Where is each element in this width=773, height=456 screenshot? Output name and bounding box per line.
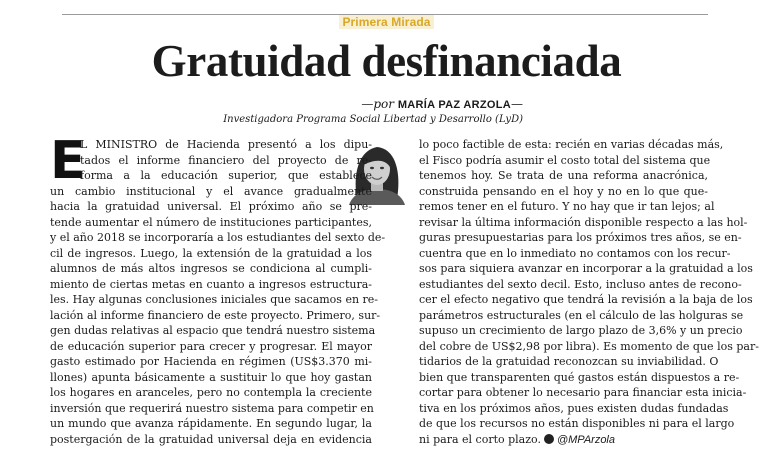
article-line: lación al informe financiero de este proyecto. Primero, sur-: [50, 308, 381, 322]
article-line: supuso un crecimiento de largo plazo de 3,6% y un precio: [419, 324, 743, 337]
article-line: estudiantes del sexto decil. Esto, incluso antes de recono-: [419, 277, 742, 291]
article-line: tiva en los próximos años, pues existen dudas fundadas: [419, 401, 729, 415]
article-line: gasto estimado por Hacienda en régimen (US$3.370 mi-: [50, 355, 372, 368]
article-line: inversión que requerirá nuestro sistema para competir en: [50, 401, 374, 415]
headline: Gratuidad desfinanciada: [151, 36, 622, 86]
byline-prefix: —por: [361, 97, 395, 111]
article-line: revisar la última información disponible respecto a las hol-: [419, 215, 748, 229]
article-line: guras presupuestarias para los próximos tres años, se en-: [419, 231, 742, 244]
article-column-left: [50, 131, 386, 447]
article-last-line: [419, 432, 708, 448]
section-label: [0, 15, 773, 29]
article-line: y el año 2018 se incorporaría a los estudiantes del sexto de-: [50, 231, 386, 244]
section-label-text: Primera Mirada: [339, 15, 433, 29]
byline: [223, 97, 523, 127]
article-line: tenemos hoy. Se trata de una reforma anacrónica,: [419, 169, 708, 182]
byline-author: MARÍA PAZ ARZOLA: [397, 99, 511, 111]
article-line: cer el efecto negativo que tendrá la revisión a la baja de los: [419, 293, 753, 306]
article-line: de que los recursos no están disponibles ni para el largo: [419, 417, 735, 430]
article-line: del cobre de US$2,98 por libra). Es momento de que los par-: [419, 339, 759, 353]
byline-suffix: —: [511, 97, 523, 111]
twitter-icon: [544, 434, 554, 444]
article-line: los hogares en aranceles, pero no contempla la creciente: [50, 386, 372, 399]
article-line: cil de ingresos. Luego, la extensión de la gratuidad a los: [50, 246, 372, 260]
article-column-right: [419, 137, 759, 447]
article-line: de educación superior para crecer y progresar. El mayor: [50, 339, 372, 353]
byline-role: Investigadora Programa Social Libertad y Desarrollo (LyD): [223, 114, 523, 125]
article-line: bien que transparenten qué gastos están dispuestos a re-: [419, 370, 740, 384]
article-line: construida pensando en el hoy y no en lo que que-: [419, 184, 708, 198]
article-line: postergación de la gratuidad universal deja en evidencia: [50, 432, 372, 446]
twitter-handle[interactable]: @MPArzola: [556, 433, 615, 446]
article-line: tidarios de la gratuidad reconozcan su inviabilidad. O: [419, 355, 719, 368]
article-line: hacia la gratuidad universal. El próximo año se pre-: [50, 200, 372, 213]
article-line: les. Hay algunas conclusiones iniciales que sacamos en re-: [50, 293, 379, 306]
article-line: tados el informe financiero del proyecto de re-: [80, 153, 372, 167]
article-line: gen dudas relativas al espacio que tendrá nuestro sistema: [50, 324, 376, 337]
article-line: llones) apunta básicamente a sustituir lo que hoy gastan: [50, 370, 372, 384]
article-line: ni para el corto plazo.: [419, 432, 541, 446]
article-line: parámetros estructurales (en el cálculo de las holguras se: [419, 308, 744, 322]
article-line: un mundo que avanza rápidamente. En segundo lugar, la: [50, 417, 372, 430]
article-line: cuentra que en lo inmediato no contamos con los recur-: [419, 246, 731, 260]
article-line: cortar para obtener lo necesario para financiar esta inicia-: [419, 386, 747, 399]
byline-author-line: [223, 97, 523, 113]
article-line: el Fisco podría asumir el costo total del sistema que: [419, 153, 711, 167]
article-line: tende aumentar el número de instituciones participantes,: [50, 215, 372, 229]
article-line: un cambio institucional y el avance gradualmente: [50, 184, 372, 198]
article-line: alumnos de más altos ingresos se condiciona al cumpli-: [50, 262, 372, 275]
article-line: forma a la educación superior, que establece: [80, 169, 372, 182]
article-line: remos tener en el futuro. Y no hay que ir tan lejos; al: [419, 200, 715, 213]
drop-cap: E: [50, 131, 86, 191]
article-line: sos para siquiera avanzar en incorporar a la gratuidad a los: [419, 262, 753, 275]
article-line: L MINISTRO de Hacienda presentó a los dipu-: [80, 138, 372, 151]
article-line: miento de ciertas metas en cuanto a ingresos estructura-: [50, 277, 372, 291]
article-line: lo poco factible de esta: recién en varias décadas más,: [419, 138, 724, 151]
